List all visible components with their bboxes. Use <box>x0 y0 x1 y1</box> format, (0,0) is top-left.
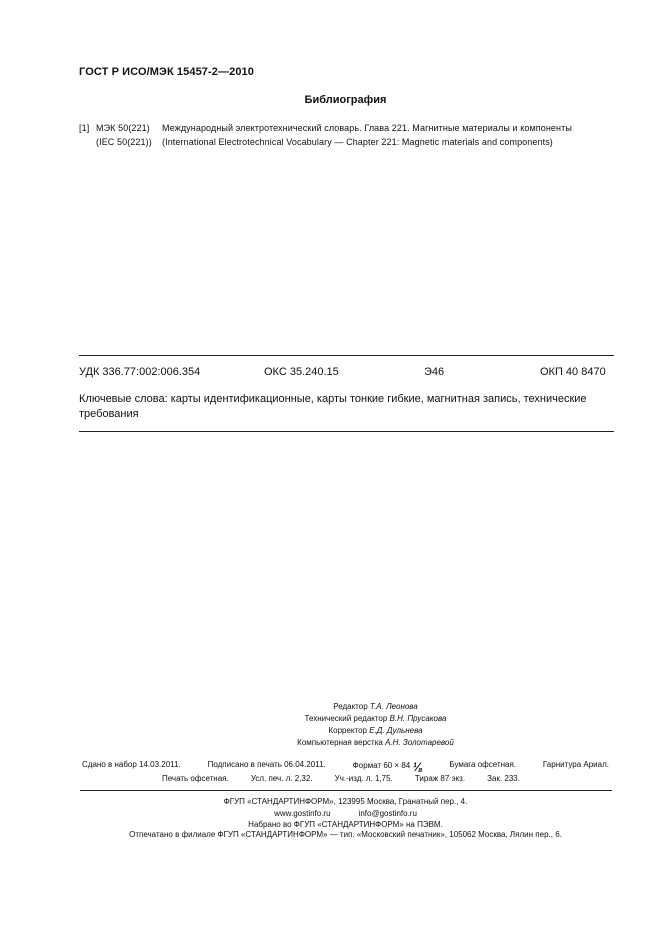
typeset-note: Набрано во ФГУП «СТАНДАРТИНФОРМ» на ПЭВМ. <box>248 820 443 829</box>
publisher-address: ФГУП «СТАНДАРТИНФОРМ», 123995 Москва, Гранатный пер., 4. <box>223 797 468 806</box>
publication-line-1 <box>82 760 609 774</box>
layout-name: А.Н. Золотаревой <box>385 738 454 747</box>
typeset-date: Сдано в набор 14.03.2011. <box>82 760 181 769</box>
keywords: Ключевые слова: карты идентификационные, карты тонкие гибкие, магнитная запись, технические требования <box>79 393 587 420</box>
print-type: Печать офсетная. <box>162 774 229 783</box>
publisher-email[interactable]: info@gostinfo.ru <box>358 809 417 818</box>
editor-name: Т.А. Леонова <box>369 702 418 711</box>
print-run: Тираж 87 экз. <box>414 774 466 783</box>
signed-date: Подписано в печать 06.04.2011. <box>207 760 326 769</box>
tech-editor-line <box>0 714 661 723</box>
paper-type: Бумага офсетная. <box>449 760 517 769</box>
uch-sheets: Уч.-изд. л. 1,75. <box>334 774 393 783</box>
standard-number: ГОСТ Р ИСО/МЭК 15457-2—2010 <box>79 66 254 78</box>
oks-code: ОКС 35.240.15 <box>264 366 339 378</box>
order-number: Зак. 233. <box>487 774 520 783</box>
e-code: Э46 <box>424 366 445 378</box>
reference-code: МЭК 50(221) <box>96 123 150 133</box>
reference-code-alt: (IEC 50(221)) <box>96 137 152 147</box>
divider-imprint <box>80 790 612 791</box>
printing-note: Отпечатано в филиале ФГУП «СТАНДАРТИНФОРМ» — тип. «Московский печатник», 105062 Москва, Лялин пер., 6. <box>129 830 562 839</box>
format-label: Формат 60 × 84 <box>352 761 411 770</box>
udk-code: УДК 336.77:002:006.354 <box>79 366 201 378</box>
layout-line <box>0 738 661 747</box>
divider-bottom <box>79 431 614 432</box>
format-fraction: ⅛ <box>412 760 423 774</box>
reference-title: Международный электротехнический словарь. Глава 221. Магнитные материалы и компоненты <box>162 123 572 133</box>
okp-code: ОКП 40 8470 <box>540 366 606 378</box>
paper-format <box>353 760 423 774</box>
publisher-website[interactable]: www.gostinfo.ru <box>274 809 331 818</box>
layout-label: Компьютерная верстка <box>297 738 383 747</box>
bibliography-title: Библиография <box>304 94 387 106</box>
font-type: Гарнитура Ариал. <box>542 760 609 769</box>
corrector-line <box>0 726 661 735</box>
divider-top <box>79 355 614 356</box>
corrector-name: Е.Д. Дульнева <box>369 726 423 735</box>
usl-sheets: Усл. печ. л. 2,32. <box>250 774 313 783</box>
publication-line-2 <box>162 774 520 783</box>
corrector-label: Корректор <box>328 726 367 735</box>
tech-editor-name: В.Н. Прусакова <box>389 714 447 723</box>
editor-label: Редактор <box>333 702 368 711</box>
reference-number: [1] <box>79 123 90 133</box>
publisher-contacts <box>0 809 661 818</box>
editor-line <box>0 702 661 711</box>
reference-title-alt: (International Electrotechnical Vocabulary — Chapter 221: Magnetic materials and components) <box>162 137 553 147</box>
tech-editor-label: Технический редактор <box>304 714 388 723</box>
